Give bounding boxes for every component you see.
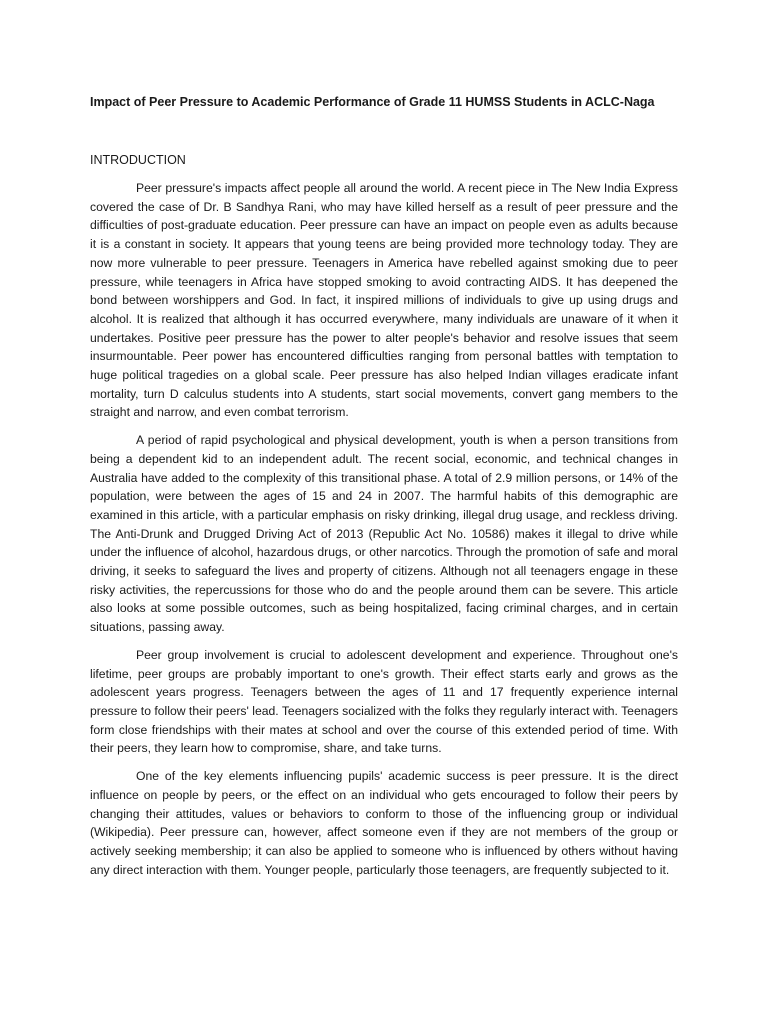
paragraph-2: A period of rapid psychological and physical development, youth is when a person transitions from being a dependent kid to an independent adult. The recent social, economic, and technical changes in Australia have added to the complexity of this transitional phase. A total of 2.9 million persons, or 14% of the population, were between the ages of 15 and 24 in 2007. The harmful habits of this demographic are examined in this article, with a particular emphasis on risky drinking, illegal drug usage, and reckless driving. The Anti-Drunk and Drugged Driving Act of 2013 (Republic Act No. 10586) makes it illegal to drive while under the influence of alcohol, hazardous drugs, or other narcotics. Through the promotion of safe and moral driving, it seeks to safeguard the lives and property of citizens. Although not all teenagers engage in these risky activities, the repercussions for those who do and the people around them can be severe. This article also looks at some possible outcomes, such as being hospitalized, facing criminal charges, and in certain situations, passing away. xyxy=(90,433,678,635)
paragraph-1: Peer pressure's impacts affect people all around the world. A recent piece in The New India Express covered the case of Dr. B Sandhya Rani, who may have killed herself as a result of peer pressure and the difficulties of post-graduate education. Peer pressure can have an impact on people even as adults because it is a constant in society. It appears that young teens are being provided more technology today. They are now more vulnerable to peer pressure. Teenagers in America have rebelled against smoking due to peer pressure, while teenagers in Africa have stopped smoking to avoid contracting AIDS. It has deepened the bond between worshippers and God. In fact, it inspired millions of individuals to give up using drugs and alcohol. It is realized that although it has occurred everywhere, many individuals are unaware of it when it undertakes. Positive peer pressure has the power to alter people's behavior and resolve issues that seem insurmountable. Peer power has encountered difficulties ranging from personal battles with temptation to huge political tragedies on a global scale. Peer pressure has also helped Indian villages eradicate infant mortality, turn D calculus students into A students, start social movements, convert gang members to the straight and narrow, and even combat terrorism. xyxy=(90,181,678,420)
document-title: Impact of Peer Pressure to Academic Performance of Grade 11 HUMSS Students in ACLC-Naga xyxy=(90,95,655,109)
section-heading-introduction: INTRODUCTION xyxy=(90,153,186,167)
body-text xyxy=(90,179,678,888)
paragraph-4: One of the key elements influencing pupils' academic success is peer pressure. It is the direct influence on people by peers, or the effect on an individual who gets encouraged to follow their peers by changing their attitudes, values or behaviors to conform to those of the influencing group or individual (Wikipedia). Peer pressure can, however, affect someone even if they are not members of the group or actively seeking membership; it can also be applied to someone who is influenced by others without having any direct interaction with them. Younger people, particularly those teenagers, are frequently subjected to it. xyxy=(90,769,678,877)
paragraph-3: Peer group involvement is crucial to adolescent development and experience. Throughout one's lifetime, peer groups are probably important to one's growth. Their effect starts early and grows as the adolescent years progress. Teenagers between the ages of 11 and 17 frequently experience internal pressure to follow their peers' lead. Teenagers socialized with the folks they regularly interact with. Teenagers form close friendships with their mates at school and over the course of this extended period of time. With their peers, they learn how to compromise, share, and take turns. xyxy=(90,647,678,756)
